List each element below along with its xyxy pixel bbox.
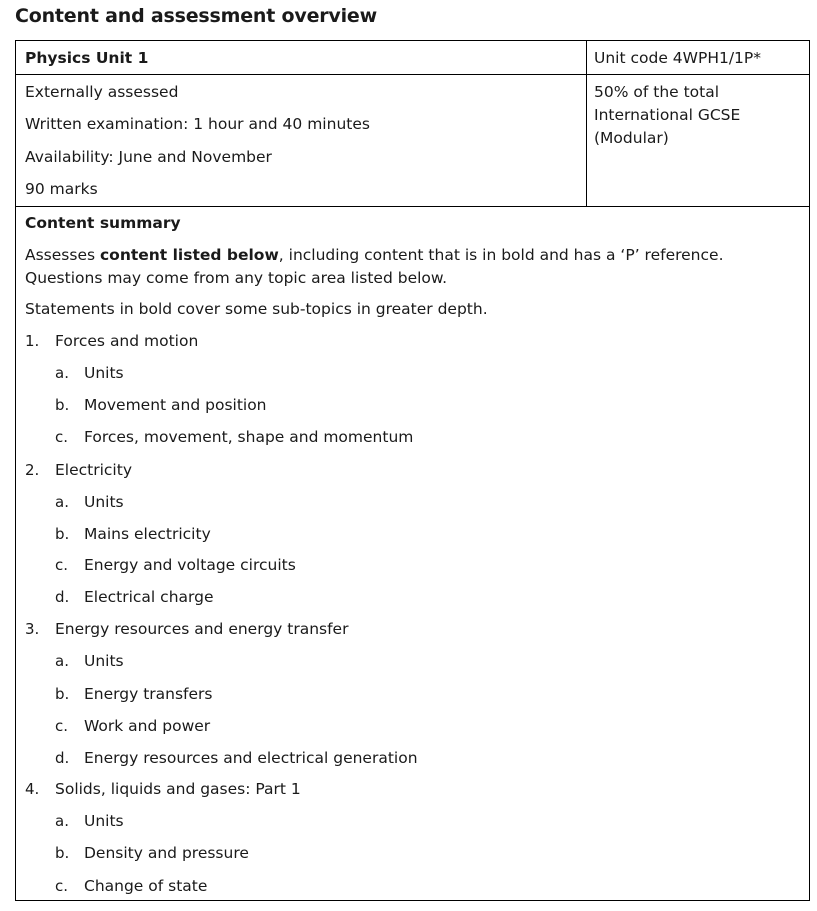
subtopic-label: Density and pressure — [84, 844, 249, 862]
subtopic-label: Forces, movement, shape and momentum — [84, 428, 414, 446]
subtopic-letter: b. — [55, 525, 70, 543]
topic-number: 1. — [25, 332, 40, 350]
subtopic-label: Units — [84, 493, 124, 511]
page-title: Content and assessment overview — [15, 5, 377, 27]
detail-marks: 90 marks — [25, 180, 98, 198]
topic-number: 2. — [25, 461, 40, 479]
overview-table — [15, 40, 810, 901]
summary-intro-emphasis: content listed below — [99, 246, 279, 264]
subtopic-label: Energy and voltage circuits — [84, 556, 296, 574]
summary-intro: Assesses content listed below, including content that is in bold and has a ‘P’ reference. Questions may come from any topic area listed below. — [25, 246, 724, 287]
subtopic-label: Units — [84, 652, 124, 670]
subtopic-letter: b. — [55, 685, 70, 703]
topic-number: 3. — [25, 620, 40, 638]
subtopic-letter: c. — [55, 556, 69, 574]
topic-number: 4. — [25, 780, 40, 798]
summary-divider — [16, 206, 809, 207]
subtopic-letter: a. — [55, 364, 69, 382]
subtopic-letter: b. — [55, 844, 70, 862]
summary-note: Statements in bold cover some sub-topics in greater depth. — [25, 300, 488, 318]
subtopic-letter: b. — [55, 396, 70, 414]
topic-label: Energy resources and energy transfer — [55, 620, 349, 638]
unit-code: Unit code 4WPH1/1P* — [594, 49, 762, 67]
topic-label: Electricity — [55, 461, 132, 479]
subtopic-label: Mains electricity — [84, 525, 211, 543]
subtopic-letter: c. — [55, 717, 69, 735]
subtopic-letter: a. — [55, 812, 69, 830]
subtopic-letter: d. — [55, 588, 70, 606]
content-summary-heading: Content summary — [25, 214, 181, 232]
unit-weighting: 50% of the total International GCSE (Modular) — [594, 83, 741, 147]
subtopic-label: Units — [84, 364, 124, 382]
subtopic-letter: a. — [55, 652, 69, 670]
subtopic-label: Energy resources and electrical generation — [84, 749, 418, 767]
topic-label: Solids, liquids and gases: Part 1 — [55, 780, 301, 798]
detail-availability: Availability: June and November — [25, 148, 272, 166]
subtopic-letter: c. — [55, 877, 69, 895]
subtopic-label: Work and power — [84, 717, 211, 735]
header-row-divider — [16, 74, 809, 75]
column-divider — [586, 41, 587, 206]
subtopic-label: Units — [84, 812, 124, 830]
subtopic-label: Energy transfers — [84, 685, 213, 703]
subtopic-label: Movement and position — [84, 396, 267, 414]
subtopic-label: Change of state — [84, 877, 208, 895]
unit-name: Physics Unit 1 — [25, 49, 149, 67]
subtopic-letter: d. — [55, 749, 70, 767]
subtopic-letter: a. — [55, 493, 69, 511]
detail-duration: Written examination: 1 hour and 40 minutes — [25, 115, 370, 133]
subtopic-letter: c. — [55, 428, 69, 446]
subtopic-label: Electrical charge — [84, 588, 214, 606]
detail-assessment: Externally assessed — [25, 83, 179, 101]
topic-label: Forces and motion — [55, 332, 199, 350]
